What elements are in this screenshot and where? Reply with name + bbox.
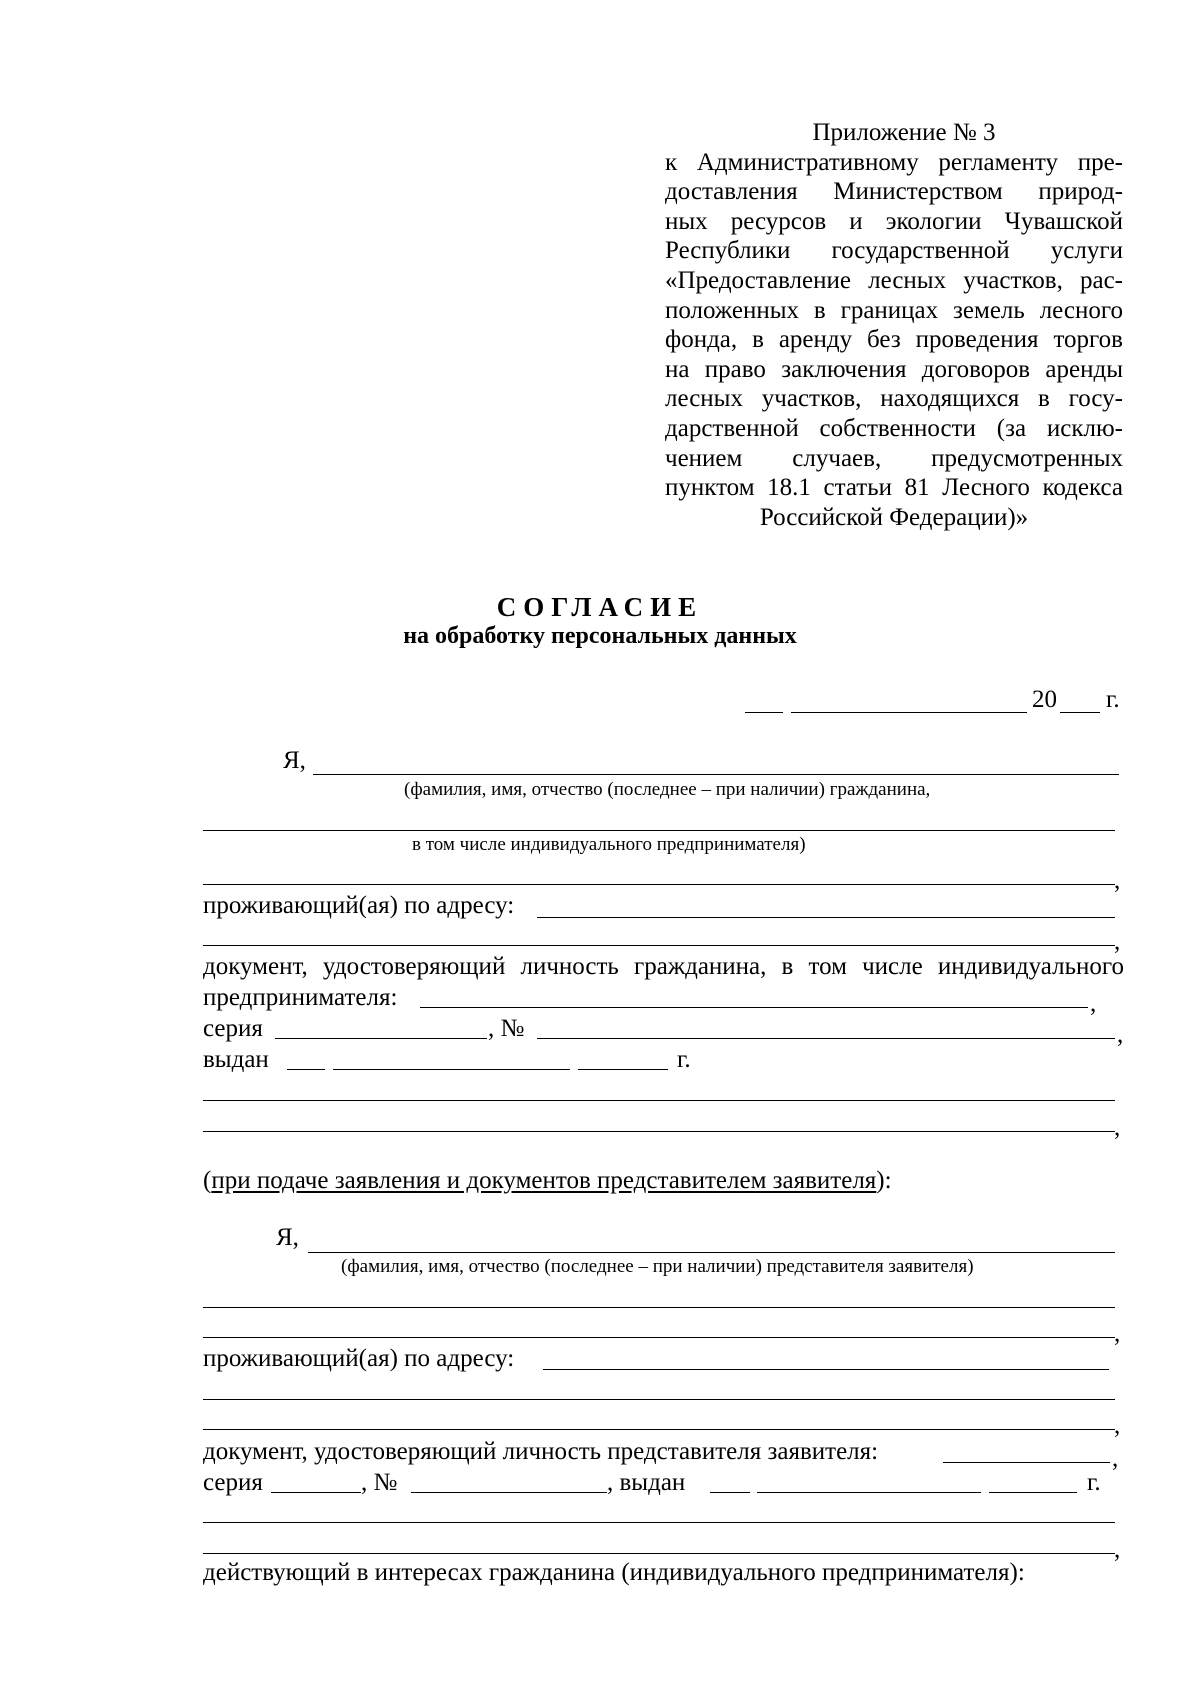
- representative-name-caption: (фамилия, имя, отчество (последнее – при наличии) представителя заявителя): [341, 1256, 974, 1277]
- applicant-name-field-3[interactable]: [203, 884, 1115, 885]
- representative-ya-label: Я,: [276, 1224, 299, 1251]
- appendix-line: доставления Министерством природ-: [665, 178, 1123, 206]
- applicant-address-field[interactable]: [537, 917, 1115, 918]
- applicant-name-field-2[interactable]: [203, 830, 1115, 831]
- applicant-address-label: проживающий(ая) по адресу:: [203, 892, 515, 919]
- comma: ,: [1114, 928, 1121, 955]
- applicant-doc-label-2: предпринимателя:: [203, 984, 398, 1011]
- comma: ,: [1114, 1114, 1121, 1141]
- date-suffix: г.: [1106, 686, 1120, 713]
- comma: ,: [1114, 1412, 1121, 1439]
- applicant-number-field[interactable]: [537, 1038, 1115, 1039]
- representative-number-field[interactable]: [411, 1492, 607, 1493]
- applicant-issued-year-suffix: г.: [677, 1046, 691, 1073]
- comma: ,: [1090, 990, 1097, 1017]
- comma: ,: [1114, 867, 1121, 894]
- representative-issuer-field-2[interactable]: [203, 1553, 1115, 1554]
- comma: ,: [1114, 1536, 1121, 1563]
- appendix-line: лесных участков, находящихся в госу-: [665, 385, 1123, 413]
- applicant-ip-caption: в том числе индивидуального предпринимателя): [412, 834, 806, 855]
- representative-issued-label: , выдан: [607, 1469, 686, 1496]
- representative-address-field[interactable]: [543, 1369, 1109, 1370]
- comma: ,: [1117, 1021, 1124, 1048]
- representative-series-label: серия: [203, 1469, 263, 1496]
- representative-number-label: , №: [361, 1469, 398, 1496]
- representative-acting-label: действующий в интересах гражданина (индивидуального предпринимателя):: [203, 1559, 1025, 1586]
- representative-name-field[interactable]: [308, 1252, 1115, 1253]
- representative-note-text: при подаче заявления и документов представителем заявителя: [211, 1167, 877, 1194]
- applicant-address-field-2[interactable]: [203, 945, 1115, 946]
- applicant-name-caption: (фамилия, имя, отчество (последнее – при наличии) гражданина,: [404, 779, 931, 800]
- appendix-line: фонда, в аренду без проведения торгов: [665, 326, 1123, 354]
- applicant-series-label: серия: [203, 1015, 263, 1042]
- applicant-issued-year-field[interactable]: [578, 1069, 668, 1070]
- representative-address-field-3[interactable]: [203, 1429, 1115, 1430]
- document-subtitle: на обработку персональных данных: [403, 623, 797, 649]
- appendix-line: ных ресурсов и экологии Чувашской: [665, 207, 1123, 235]
- document-title: СОГЛАСИЕ: [496, 592, 704, 622]
- appendix-line: положенных в границах земель лесного: [665, 296, 1123, 324]
- comma: ,: [1114, 1320, 1121, 1347]
- representative-issued-year-field[interactable]: [989, 1492, 1077, 1493]
- applicant-series-field[interactable]: [275, 1038, 487, 1039]
- applicant-issuer-field-2[interactable]: [203, 1131, 1115, 1132]
- representative-name-field-2[interactable]: [203, 1307, 1115, 1308]
- representative-note: [203, 1166, 892, 1196]
- applicant-issued-day-field[interactable]: [287, 1069, 325, 1070]
- representative-series-field[interactable]: [271, 1492, 361, 1493]
- applicant-ya-label: Я,: [283, 747, 306, 774]
- applicant-doc-field[interactable]: [420, 1007, 1088, 1008]
- appendix-line: Республики государственной услуги: [665, 237, 1123, 265]
- appendix-line: дарственной собственности (за исклю-: [665, 414, 1123, 442]
- representative-issuer-field[interactable]: [203, 1522, 1115, 1523]
- applicant-doc-label: документ, удостоверяющий личность гражданина, в том числе индивидуального: [203, 953, 1124, 980]
- applicant-issuer-field[interactable]: [203, 1100, 1115, 1101]
- representative-address-field-2[interactable]: [203, 1399, 1115, 1400]
- representative-name-field-3[interactable]: [203, 1337, 1115, 1338]
- applicant-issued-label: выдан: [203, 1046, 269, 1073]
- appendix-line: пунктом 18.1 статьи 81 Лесного кодекса: [665, 474, 1123, 502]
- representative-issued-month-field[interactable]: [757, 1492, 981, 1493]
- representative-doc-field[interactable]: [943, 1462, 1110, 1463]
- representative-address-label: проживающий(ая) по адресу:: [203, 1345, 515, 1372]
- date-day-blank[interactable]: [745, 712, 783, 713]
- date-year-blank[interactable]: [1060, 712, 1100, 713]
- appendix-block: [665, 118, 1123, 532]
- representative-issued-year-suffix: г.: [1087, 1469, 1101, 1496]
- representative-doc-label: документ, удостоверяющий личность представителя заявителя:: [203, 1438, 879, 1465]
- comma: ,: [1112, 1445, 1119, 1472]
- date-year-prefix: 20: [1032, 686, 1057, 713]
- appendix-line: «Предоставление лесных участков, рас-: [665, 266, 1123, 294]
- representative-note-open: (: [203, 1167, 212, 1194]
- applicant-number-label: , №: [488, 1015, 525, 1042]
- appendix-last-line: Российской Федерации)»: [759, 503, 1029, 531]
- applicant-name-field[interactable]: [313, 774, 1119, 775]
- representative-issued-day-field[interactable]: [710, 1492, 750, 1493]
- appendix-line: чением случаев, предусмотренных: [665, 444, 1123, 472]
- date-month-blank[interactable]: [791, 712, 1027, 713]
- applicant-issued-month-field[interactable]: [333, 1069, 570, 1070]
- appendix-line: на право заключения договоров аренды: [665, 355, 1123, 383]
- representative-note-close: ):: [876, 1167, 892, 1194]
- appendix-line: к Административному регламенту пре-: [665, 148, 1123, 176]
- appendix-number: Приложение № 3: [812, 119, 996, 146]
